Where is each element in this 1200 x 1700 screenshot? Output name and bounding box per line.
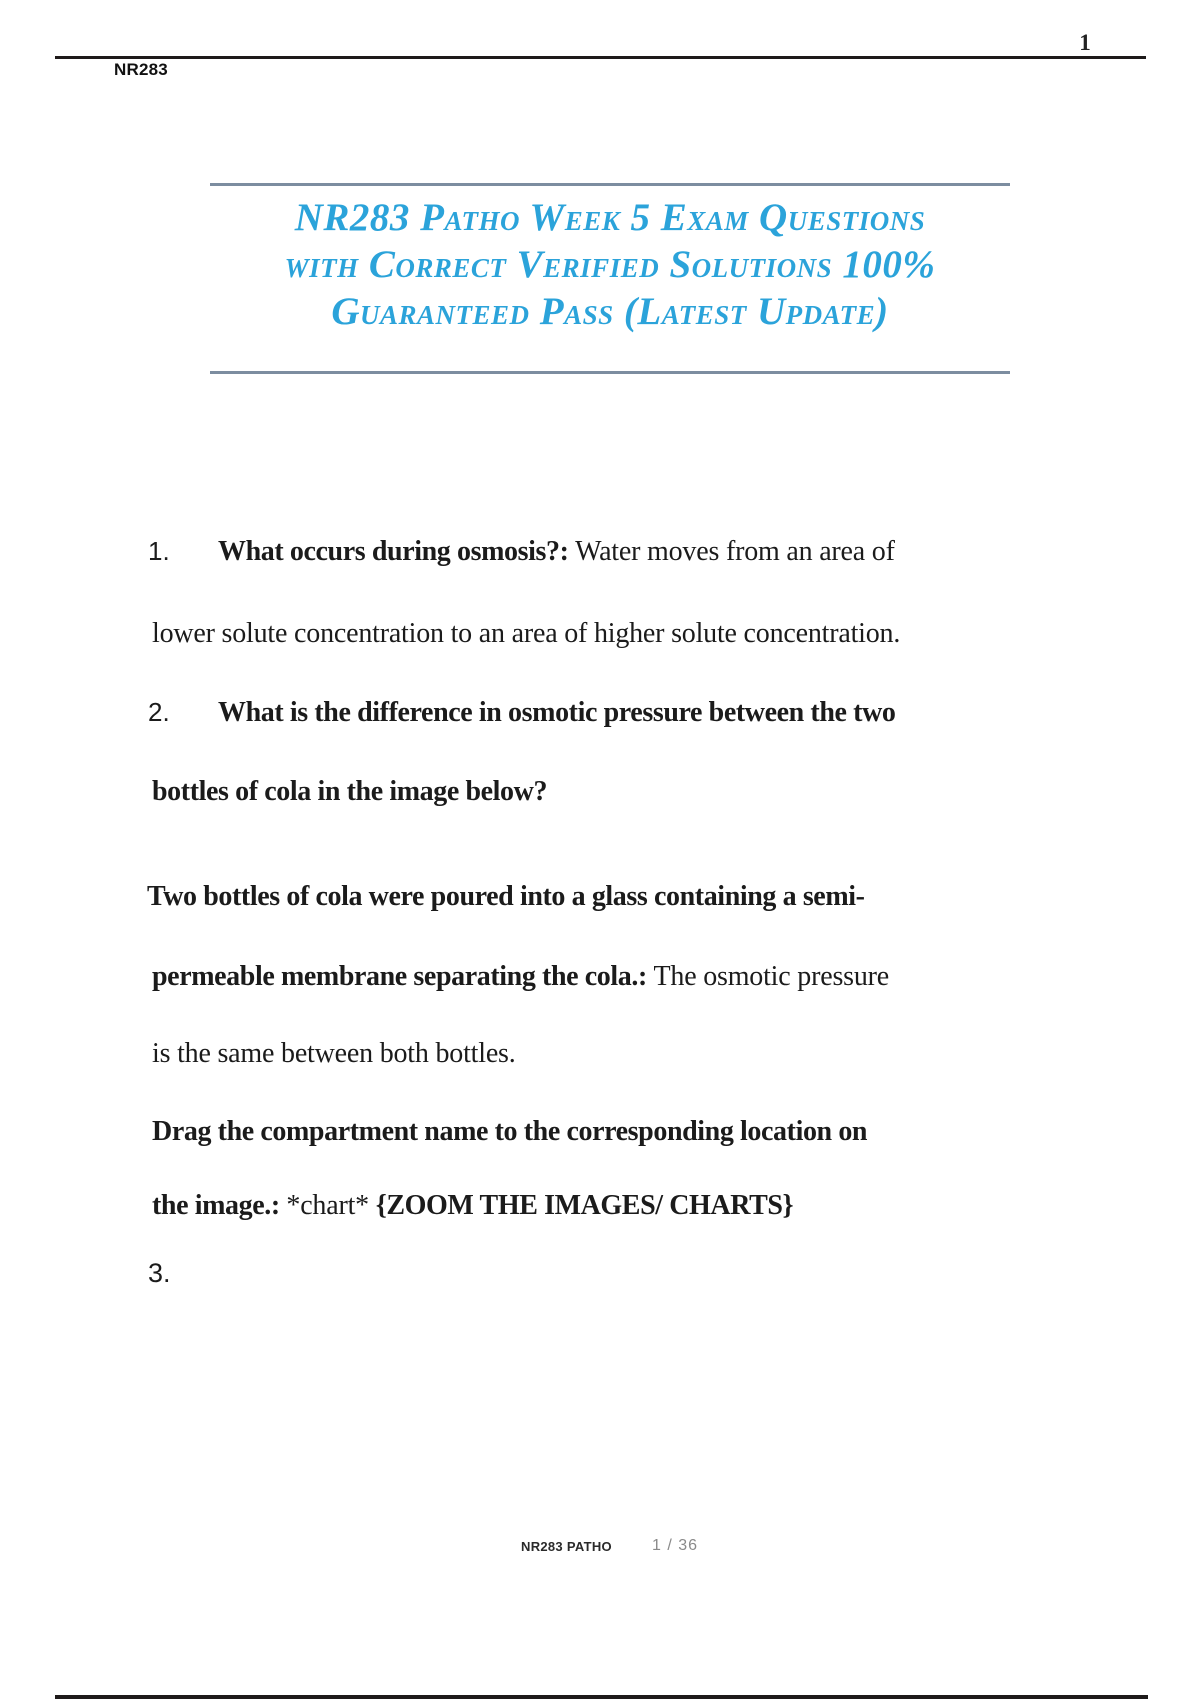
scenario-answer-text: The osmotic pressure <box>653 961 889 992</box>
question-1-answer-continued: lower solute concentration to an area of higher solute concentration. <box>152 618 901 649</box>
top-border-rule <box>55 56 1146 59</box>
header-course-code: NR283 <box>114 60 168 79</box>
title-top-rule <box>210 183 1010 186</box>
question-1-answer-text: Water moves from an area of <box>575 536 895 567</box>
question-2-scenario-line-3 <box>152 1038 516 1070</box>
chart-placeholder-text: *chart* <box>286 1190 376 1221</box>
page-number: 1 <box>1079 30 1091 55</box>
question-3-number: 3. <box>148 1258 171 1288</box>
footer-doc-label: NR283 PATHO <box>521 1539 612 1554</box>
title-bottom-rule <box>210 371 1010 374</box>
scenario-bold-text: Two bottles of cola were poured into a glass containing a semi- <box>147 881 865 912</box>
question-2-number: 2. <box>148 697 170 727</box>
drag-instruction-bold: Drag the compartment name to the corresponding location on <box>152 1116 868 1147</box>
title-block <box>210 183 1010 335</box>
question-1-line-2 <box>152 618 900 650</box>
title-line-2: with Correct Verified Solutions 100% <box>284 243 936 286</box>
question-2-scenario-line-2 <box>152 961 889 993</box>
question-1-number: 1. <box>148 536 170 566</box>
scenario-bold-continued: permeable membrane separating the cola.: <box>152 961 654 992</box>
zoom-note-text: {ZOOM THE IMAGES/ CHARTS} <box>375 1190 794 1221</box>
question-2-scenario-line-1 <box>147 881 865 913</box>
drag-instruction-line-2 <box>152 1190 793 1222</box>
bottom-border-rule <box>55 1695 1148 1699</box>
question-1-line-1 <box>148 536 895 568</box>
drag-instruction-line-1 <box>152 1116 867 1148</box>
title-line-3: Guaranteed Pass (Latest Update) <box>331 290 889 333</box>
question-2-bold-continued: bottles of cola in the image below? <box>152 776 548 807</box>
question-2-line-2 <box>152 776 547 808</box>
drag-instruction-bold-continued: the image.: <box>152 1190 287 1221</box>
document-title <box>210 194 1010 335</box>
question-2-bold-text: What is the difference in osmotic pressure between the two <box>218 697 896 728</box>
question-1-bold-text: What occurs during osmosis?: <box>218 536 576 567</box>
question-2-line-1 <box>148 697 895 729</box>
scenario-answer-continued: is the same between both bottles. <box>152 1038 516 1069</box>
footer-page-indicator: 1 / 36 <box>652 1537 699 1554</box>
title-line-1: NR283 Patho Week 5 Exam Questions <box>294 196 926 239</box>
